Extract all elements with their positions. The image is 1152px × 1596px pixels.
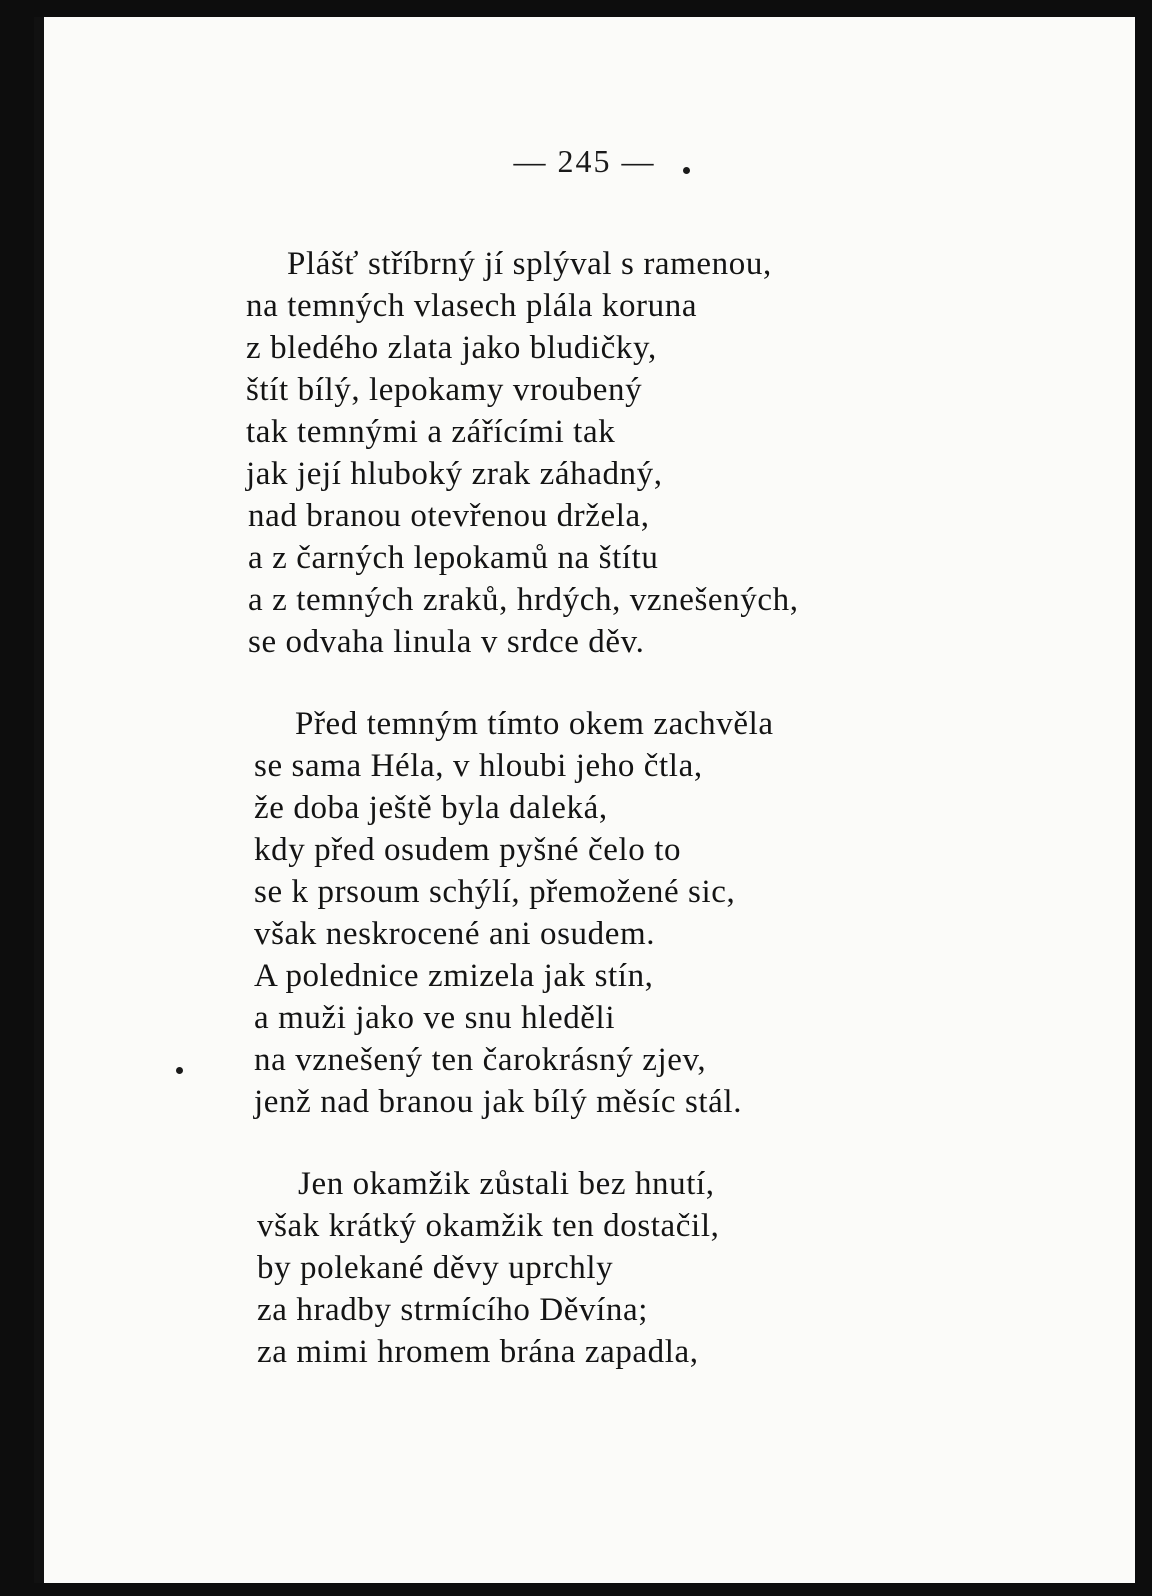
verse-line: na vznešený ten čarokrásný zjev,: [254, 1042, 707, 1078]
verse-line: Plášť stříbrný jí splýval s ramenou,: [287, 246, 772, 282]
verse-line: a muži jako ve snu hleděli: [254, 1000, 616, 1036]
verse-line: se sama Héla, v hloubi jeho čtla,: [254, 748, 703, 784]
verse-line: kdy před osudem pyšné čelo to: [254, 832, 682, 868]
verse-line: a z temných zraků, hrdých, vznešených,: [248, 582, 799, 618]
page-number: — 245 —: [513, 143, 656, 179]
verse-line: za hradby strmícího Děvína;: [257, 1292, 648, 1328]
verse-line: a z čarných lepokamů na štítu: [248, 540, 659, 576]
verse-line: za mimi hromem brána zapadla,: [257, 1334, 699, 1370]
verse-line: se odvaha linula v srdce děv.: [248, 624, 645, 660]
verse-line: z bledého zlata jako bludičky,: [246, 330, 657, 366]
verse-line: jenž nad branou jak bílý měsíc stál.: [254, 1084, 743, 1120]
verse-line: by polekané děvy uprchly: [257, 1250, 614, 1286]
verse-line: Jen okamžik zůstali bez hnutí,: [298, 1166, 715, 1202]
verse-line: na temných vlasech plála koruna: [246, 288, 698, 324]
verse-line: však krátký okamžik ten dostačil,: [257, 1208, 720, 1244]
verse-line: Před temným tímto okem zachvěla: [295, 706, 774, 742]
verse-line: A polednice zmizela jak stín,: [254, 958, 654, 994]
verse-line: štít bílý, lepokamy vroubený: [246, 372, 643, 408]
verse-line: jak její hluboký zrak záhadný,: [246, 456, 663, 492]
verse-line: se k prsoum schýlí, přemožené sic,: [254, 874, 736, 910]
ink-speck: [683, 167, 690, 174]
ink-speck: [176, 1067, 183, 1074]
paper-sheet: [34, 17, 1135, 1583]
binding-edge: [34, 17, 44, 1583]
verse-line: že doba ještě byla daleká,: [254, 790, 608, 826]
verse-line: však neskrocené ani osudem.: [254, 916, 656, 952]
verse-line: nad branou otevřenou držela,: [248, 498, 650, 534]
verse-line: tak temnými a zářícími tak: [246, 414, 616, 450]
